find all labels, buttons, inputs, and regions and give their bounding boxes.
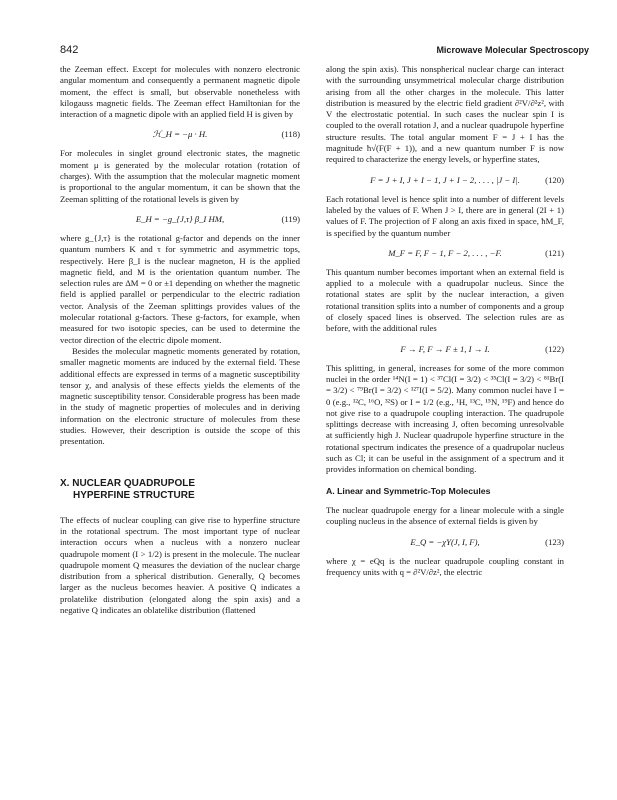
equation-expression: F → F, F → F ± 1, I → I. bbox=[400, 343, 490, 354]
right-column bbox=[326, 64, 564, 578]
equation-120 bbox=[326, 174, 564, 186]
equation-122 bbox=[326, 343, 564, 355]
section-heading-line1: X. NUCLEAR QUADRUPOLE bbox=[60, 477, 196, 489]
equation-number: (123) bbox=[545, 536, 564, 547]
equation-121 bbox=[326, 247, 564, 259]
paragraph: Besides the molecular magnetic moments generated by rotation, smaller magnetic moments are induced by the external field. These additional effects are expressed in terms of a magnetic susceptibility tensor χ, and analysis of these effects yields the elements of the magnetic susceptibility tensor. Considerable progress has been made in the study of magnetic properties of molecules and in deriving information on the electronic structure of molecules from these studies. However, their description is outside the scope of this presentation. bbox=[60, 345, 300, 447]
paragraph: Each rotational level is hence split into a number of different levels labeled by the values of F. When J > I, there are in general (2I + 1) values of F. The projection of F along an axis fixed in space, ħM_F, is specified by the quantum number bbox=[326, 193, 564, 238]
paragraph: where g_{J,τ} is the rotational g-factor and depends on the inner quantum numbers K and τ for symmetric and asymmetric tops, respectively. Here β_I is the nuclear magneton, H is the applied magnetic field, and M is the orientation quantum number. The selection rules are ΔM = 0 or ±1 depending on whether the magnetic field is applied parallel or perpendicular to the electric radiation vector. Analysis of the Zeeman splittings provides values of the molecular rotational g-factors. These g-factors, for example, when measured for two isotopic species, can be used to determine the vector direction of the electric dipole moment. bbox=[60, 232, 300, 345]
left-column bbox=[60, 64, 300, 616]
equation-number: (121) bbox=[545, 247, 564, 258]
paragraph: This quantum number becomes important when an external field is applied to a molecule with a quadrupolar nucleus. Since the rotational states are split by the nuclear interaction, a given rotational transition splits into a number of components and a group of closely spaced lines is observed. The selection rules are as before, with the additional rules bbox=[326, 266, 564, 334]
equation-number: (120) bbox=[545, 174, 564, 185]
paragraph: The nuclear quadrupole energy for a linear molecule with a single coupling nucleus in the absence of external fields is given by bbox=[326, 504, 564, 527]
equation-123 bbox=[326, 536, 564, 548]
page-number: 842 bbox=[60, 44, 79, 56]
section-heading-line2: HYPERFINE STRUCTURE bbox=[73, 489, 195, 501]
equation-expression: F = J + I, J + I − 1, J + I − 2, . . . , |J − I|. bbox=[370, 174, 520, 185]
equation-number: (122) bbox=[545, 343, 564, 354]
equation-number: (118) bbox=[281, 129, 300, 140]
subsection-heading: A. Linear and Symmetric-Top Molecules bbox=[326, 485, 491, 496]
section-heading bbox=[60, 478, 300, 502]
paragraph: This splitting, in general, increases for some of the more common nuclei in the order ¹⁴N(I = 1) < ³⁷Cl(I = 3/2) < ³⁵Cl(I = 3/2) < ⁸¹Br(I = 3/2) < ⁷⁹Br(I = 3/2) < ¹²⁷I(I = 5/2). Many common nuclei have I = 0 (e.g., ¹²C, ¹⁶O, ³²S) or I = 1/2 (e.g., ¹H, ¹³C, ¹⁵N, ¹⁹F) and hence do not give rise to a quadrupole coupling interaction. The quadrupole splittings decrease with increasing J, often becoming unresolvable at sufficiently high J. Nuclear quadrupole hyperfine structure in the rotational spectrum indicates the presence of a quadrupolar nucleus such as Cl; it can be useful in the assignment of a spectrum and it provides information on chemical bonding. bbox=[326, 362, 564, 475]
paragraph: the Zeeman effect. Except for molecules with nonzero electronic angular momentum and consequently a permanent magnetic dipole moment, the effect is small, but observable nonetheless with kilogauss magnetic fields. The Zeeman effect Hamiltonian for the interaction of a magnetic dipole with an applied field H is given by bbox=[60, 64, 300, 120]
paragraph: along the spin axis). This nonspherical nuclear charge can interact with the surrounding unsymmetrical molecular charge distribution arising from all the other charges in the molecule. This latter distribution is measured by the electric field gradient ∂²V/∂²z², with V the electrostatic potential. In such cases the nuclear spin I is coupled to the overall rotation J, and a nuclear quadrupole hyperfine structure results. The total angular moment F = J + I has the magnitude ħ√(F(F + 1)), and a new quantum number F is now required to characterize the energy levels, or hyperfine states, bbox=[326, 64, 564, 165]
equation-number: (119) bbox=[281, 213, 300, 224]
paragraph: where χ = eQq is the nuclear quadrupole coupling constant in frequency units with q = ∂²V/∂z², the electric bbox=[326, 555, 564, 577]
paragraph: The effects of nuclear coupling can give rise to hyperfine structure in the rotational spectrum. The most important type of nuclear interaction occurs when a nucleus with a nonzero nuclear quadrupole moment (I > 1/2) is present in the molecule. The nuclear quadrupole moment Q measures the deviation of the nuclear charge distribution from a spherical distribution. Generally, Q becomes larger as the nucleus becomes heavier. A positive Q indicates a prolatelike distribution (elongated along the spin axis) and a negative Q indicates an oblatelike distribution (flattened bbox=[60, 514, 300, 615]
equation-expression: E_Q = −χY(J, I, F), bbox=[410, 536, 480, 547]
running-head: Microwave Molecular Spectroscopy bbox=[436, 45, 589, 55]
equation-expression: E_H = −g_{J,τ} β_I HM, bbox=[135, 213, 225, 224]
equation-119 bbox=[60, 213, 300, 225]
paragraph: For molecules in singlet ground electronic states, the magnetic moment μ is generated by the molecular rotation (rotation of charges). With the assumption that the molecular magnetic moment is proportional to the angular momentum, it can be shown that the Zeeman splitting of the rotational levels is given by bbox=[60, 148, 300, 204]
equation-118 bbox=[60, 128, 300, 140]
equation-expression: ℋ_H = −μ · H. bbox=[152, 129, 208, 140]
equation-expression: M_F = F, F − 1, F − 2, . . . , −F. bbox=[388, 247, 502, 258]
